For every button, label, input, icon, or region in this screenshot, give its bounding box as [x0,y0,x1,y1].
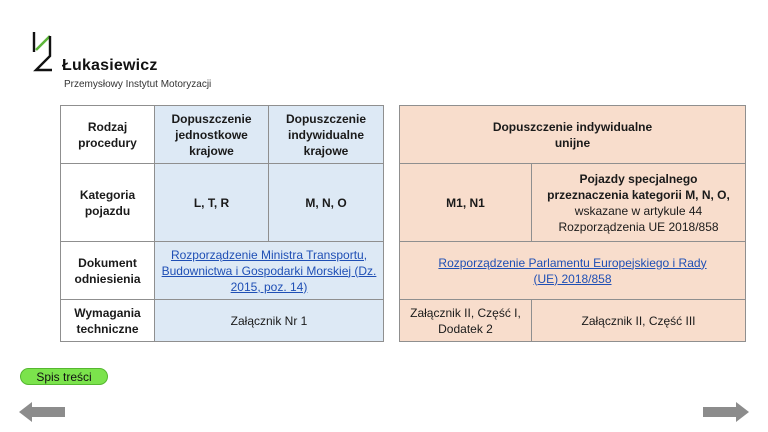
eu-special-note: wskazane w artykule 44 Rozporządzenia UE 2018/858 [558,203,719,234]
eu-approval-table [399,105,746,342]
logo-subtitle: Przemysłowy Instytut Motoryzacji [64,79,212,90]
eu-header [400,106,746,164]
label-requirements: Wymagania techniczne [61,300,155,342]
label-category: Kategoria pojazdu [61,164,155,242]
eu-requirements-left: Załącznik II, Część I, Dodatek 2 [400,300,532,342]
eu-special-vehicles-cell [532,164,746,242]
eu-header-text: Dopuszczenie indywidualne unijne [492,119,653,150]
toc-button[interactable]: Spis treści [20,368,108,385]
national-requirements: Załącznik Nr 1 [155,300,384,342]
arrow-right-icon[interactable] [703,401,749,423]
lukasiewicz-logo-icon [30,30,60,74]
label-document: Dokument odniesienia [61,242,155,300]
label-procedure: Rodzaj procedury [61,106,155,164]
logo-name: Łukasiewicz [62,57,158,74]
eu-document-link[interactable]: Rozporządzenie Parlamentu Europejskiego i Rady (UE) 2018/858 [438,255,707,286]
national-individual-category: M, N, O [269,164,384,242]
national-unit-header: Dopuszczenie jednostkowe krajowe [155,106,269,164]
national-individual-header: Dopuszczenie indywidualne krajowe [269,106,384,164]
eu-document-cell [400,242,746,300]
national-unit-category: L, T, R [155,164,269,242]
national-approval-table [60,105,384,342]
arrow-left-icon[interactable] [19,401,65,423]
logo [30,30,230,100]
national-document-cell [155,242,384,300]
eu-requirements-right: Załącznik II, Część III [532,300,746,342]
national-document-link[interactable]: Rozporządzenie Ministra Transportu, Budownictwa i Gospodarki Morskiej (Dz. 2015, poz. 14) [161,247,377,294]
eu-special-title: Pojazdy specjalnego przeznaczenia kategorii M, N, O, [547,171,730,202]
eu-category-m1n1: M1, N1 [400,164,532,242]
